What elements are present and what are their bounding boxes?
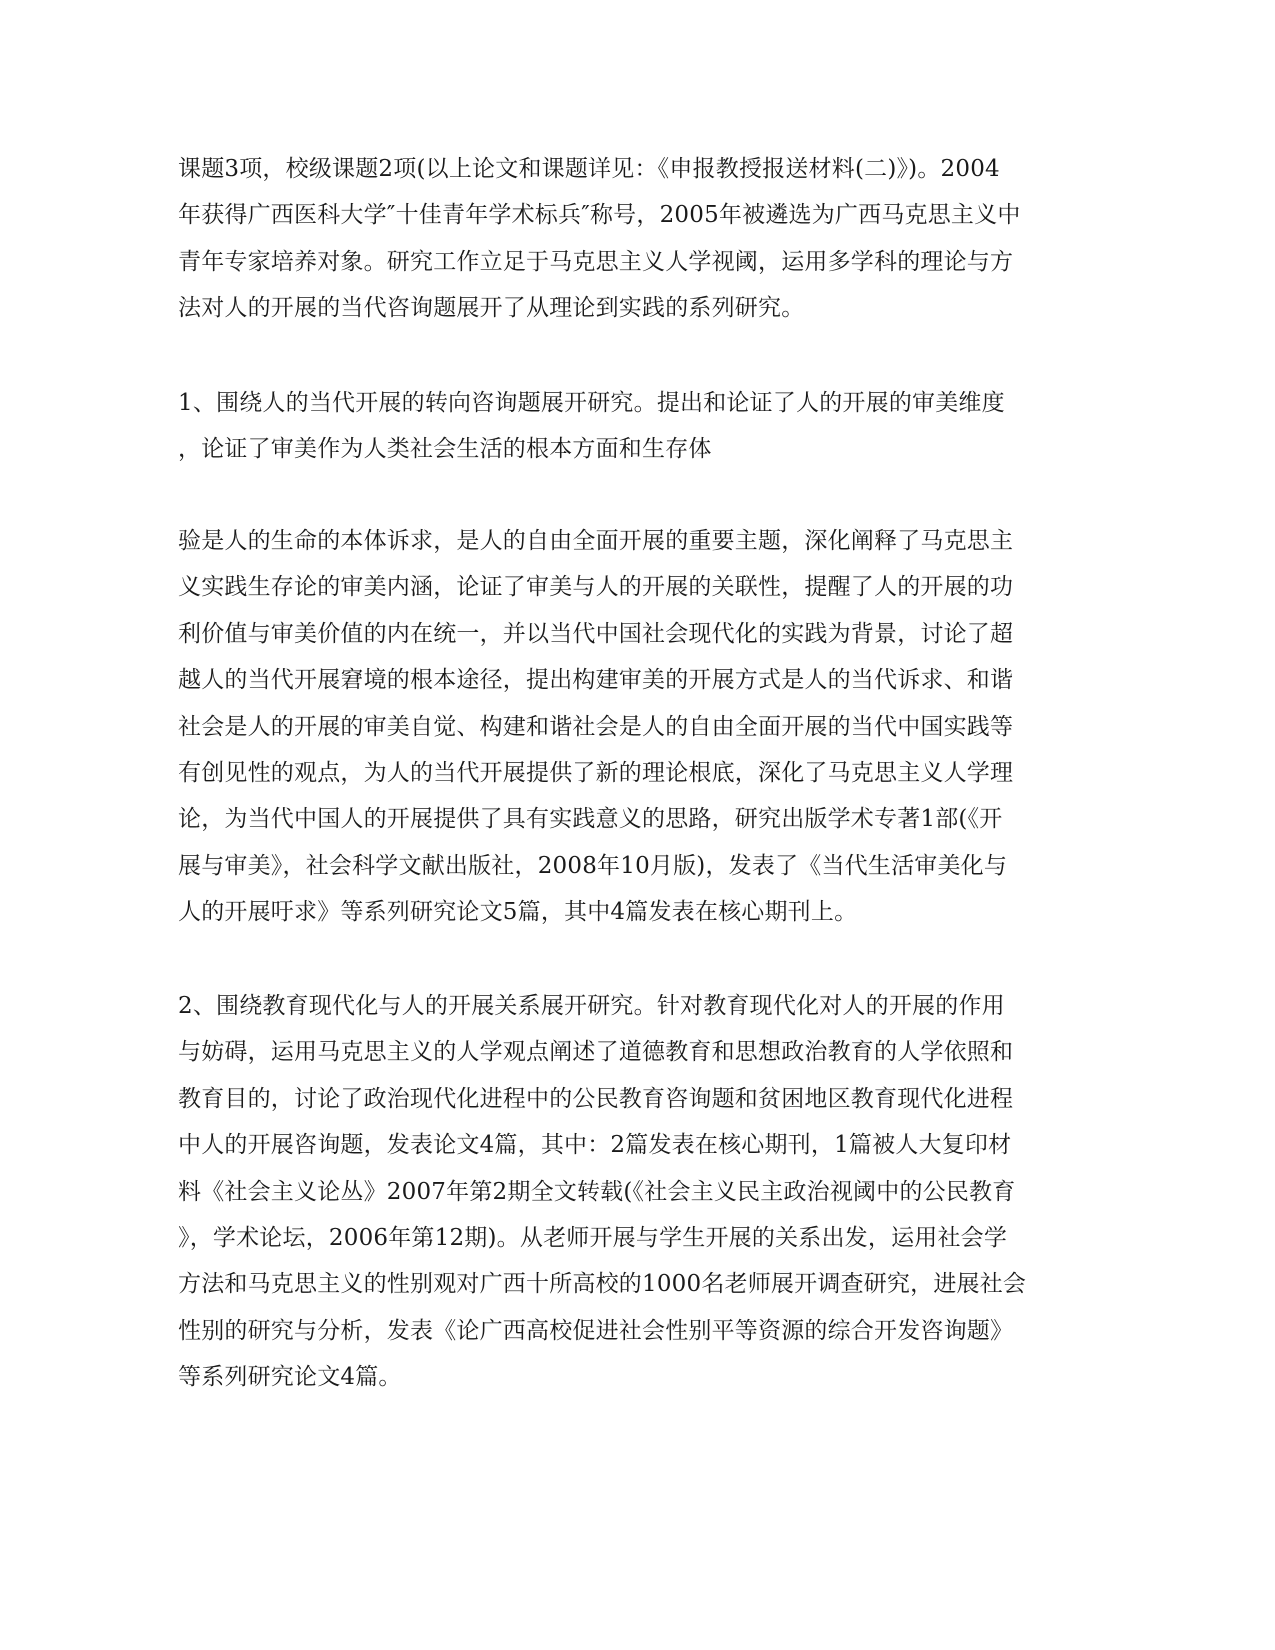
text-line: 论，为当代中国人的开展提供了具有实践意义的思路，研究出版学术专著1部(《开 [178,806,1003,833]
paragraph-section-2 [178,983,1098,1401]
text-line: 越人的当代开展窘境的根本途径，提出构建审美的开展方式是人的当代诉求、和谐 [178,667,1014,694]
text-line: 展与审美》，社会科学文献出版社，2008年10月版)，发表了《当代生活审美化与 [178,852,1008,879]
paragraph-section-1-body [178,518,1098,936]
text-line: 等系列研究论文4篇。 [178,1364,402,1391]
text-line: 法对人的开展的当代咨询题展开了从理论到实践的系列研究。 [178,295,805,322]
text-line: 1、围绕人的当代开展的转向咨询题展开研究。提出和论证了人的开展的审美维度 [178,390,1005,416]
text-line: 教育目的，讨论了政治现代化进程中的公民教育咨询题和贫困地区教育现代化进程 [178,1085,1014,1112]
text-line: 社会是人的开展的审美自觉、构建和谐社会是人的自由全面开展的当代中国实践等 [178,713,1014,740]
paragraph-section-1-heading [178,380,1098,473]
text-line: 性别的研究与分析，发表《论广西高校促进社会性别平等资源的综合开发咨询题》 [178,1317,1014,1344]
text-line: 年获得广西医科大学″十佳青年学术标兵″称号，2005年被遴选为广西马克思主义中 [178,202,1021,229]
text-line: 人的开展吁求》等系列研究论文5篇，其中4篇发表在核心期刊上。 [178,899,858,926]
text-line: 课题3项，校级课题2项(以上论文和课题详见：《申报教授报送材料(二)》)。2004 [178,156,1000,182]
text-line: 中人的开展咨询题，发表论文4篇，其中：2篇发表在核心期刊，1篇被人大复印材 [178,1132,1012,1159]
text-line: 料《社会主义论丛》2007年第2期全文转载(《社会主义民主政治视阈中的公民教育 [178,1178,1016,1205]
text-line: 青年专家培养对象。研究工作立足于马克思主义人学视阈，运用多学科的理论与方 [178,248,1014,275]
text-line: 验是人的生命的本体诉求，是人的自由全面开展的重要主题，深化阐释了马克思主 [178,528,1014,554]
text-line: 义实践生存论的审美内涵，论证了审美与人的开展的关联性，提醒了人的开展的功 [178,574,1014,601]
text-line: 》，学术论坛，2006年第12期)。从老师开展与学生开展的关系出发，运用社会学 [178,1224,1008,1251]
text-line: 有创见性的观点，为人的当代开展提供了新的理论根底，深化了马克思主义人学理 [178,759,1014,786]
text-line: 利价值与审美价值的内在统一，并以当代中国社会现代化的实践为背景，讨论了超 [178,620,1014,647]
paragraph-intro [178,146,1098,332]
text-line: 2、围绕教育现代化与人的开展关系展开研究。针对教育现代化对人的开展的作用 [178,993,1005,1019]
text-line: 与妨碍，运用马克思主义的人学观点阐述了道德教育和思想政治教育的人学依照和 [178,1039,1014,1066]
text-line: ，论证了审美作为人类社会生活的根本方面和生存体 [178,436,712,463]
text-line: 方法和马克思主义的性别观对广西十所高校的1000名老师展开调查研究，进展社会 [178,1271,1027,1298]
